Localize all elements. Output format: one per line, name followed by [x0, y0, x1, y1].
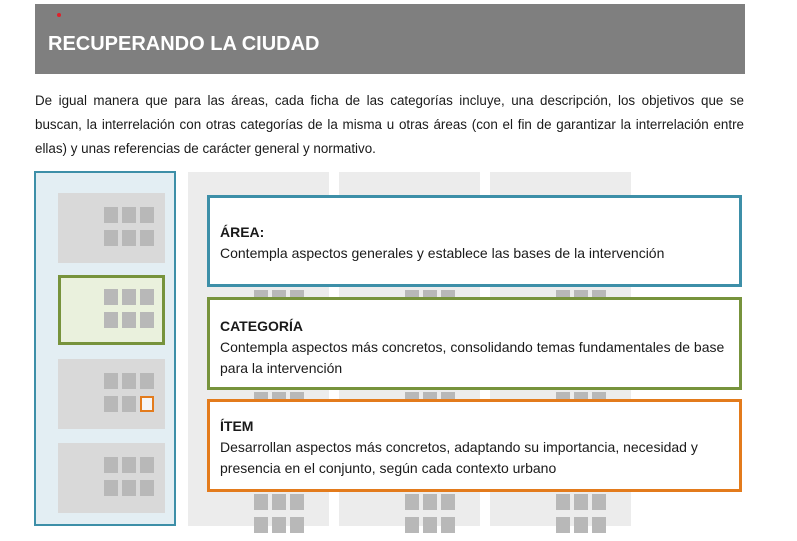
background-grid-icon: [405, 494, 455, 533]
background-grid-icon: [556, 494, 606, 533]
grid-icon: [104, 289, 154, 328]
area-cell-3: [58, 359, 165, 429]
area-cell-4: [58, 443, 165, 513]
grid-icon: [104, 457, 154, 496]
item-description: Desarrollan aspectos más concretos, adaptando su importancia, necesidad y presencia en el conjunto, según cada contexto urbano: [220, 439, 698, 476]
intro-paragraph: De igual manera que para las áreas, cada ficha de las categorías incluye, una descripción, los objetivos que se buscan, la interrelación con otras categorías de la misma u otras áreas (con el fin de garantizar la interrelación entre ellas) y unas referencias de carácter general y normativo.: [35, 93, 744, 156]
area-description: Contempla aspectos generales y establece las bases de la intervención: [220, 245, 665, 261]
grid-icon: [104, 373, 154, 412]
red-dot-marker: [57, 13, 61, 17]
item-box: [207, 399, 742, 492]
category-cell-selected: [58, 275, 165, 345]
area-box: [207, 195, 742, 287]
section-title: RECUPERANDO LA CIUDAD: [48, 33, 320, 55]
category-box: [207, 297, 742, 390]
background-grid-icon: [254, 494, 304, 533]
grid-icon: [104, 207, 154, 246]
section-header: [35, 4, 745, 74]
item-highlight-marker: [140, 396, 154, 412]
area-title: ÁREA:: [220, 224, 265, 240]
category-description: Contempla aspectos más concretos, consolidando temas fundamentales de base para la intervención: [220, 339, 725, 376]
category-title: CATEGORÍA: [220, 318, 303, 334]
area-cell-1: [58, 193, 165, 263]
item-title: ÍTEM: [220, 418, 254, 434]
area-column: [34, 171, 176, 526]
